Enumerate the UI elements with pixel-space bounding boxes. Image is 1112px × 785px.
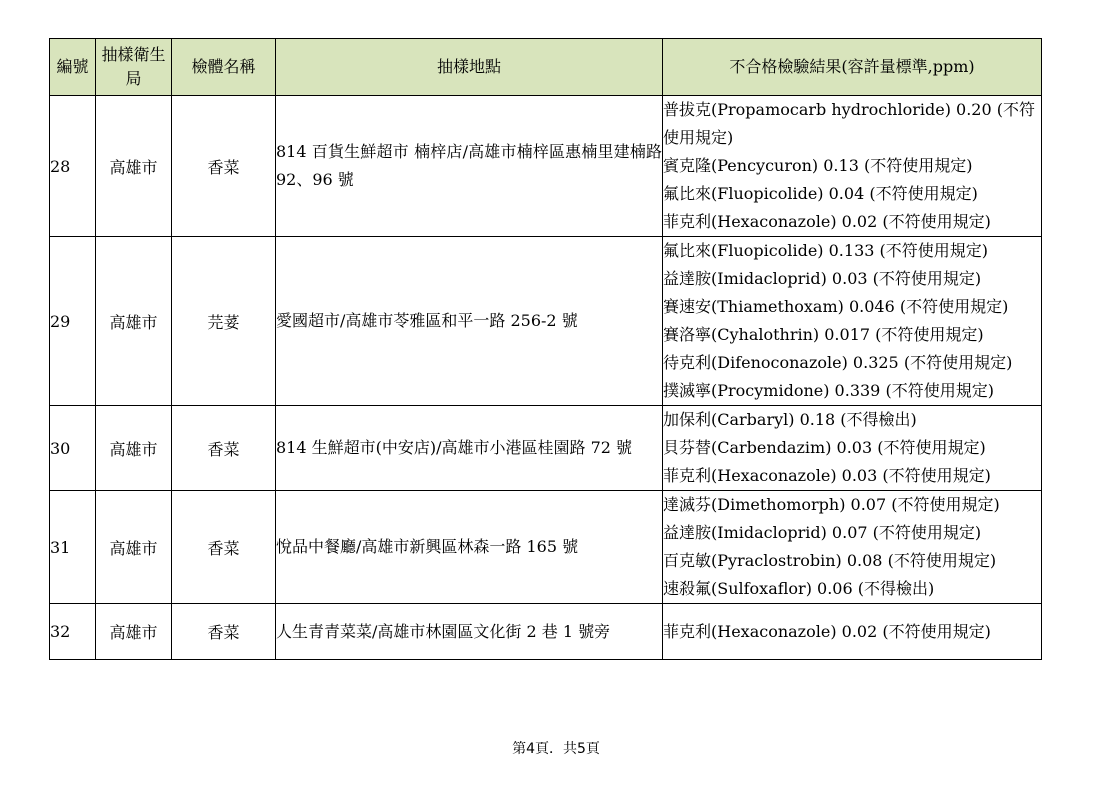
results-table [49,38,1042,660]
result-line: 氟比來(Fluopicolide) 0.04 (不符使用規定) [663,184,978,203]
row-num: 31 [50,491,96,604]
row-num: 28 [50,96,96,237]
row-sample: 香菜 [172,604,276,660]
row-results [663,604,1042,660]
table-row [50,237,1042,406]
result-line: 待克利(Difenoconazole) 0.325 (不符使用規定) [663,353,1013,372]
result-line: 賓克隆(Pencycuron) 0.13 (不符使用規定) [663,156,973,175]
result-line: 貝芬替(Carbendazim) 0.03 (不符使用規定) [663,438,986,457]
table-header-row [50,39,1042,96]
result-line: 百克敏(Pyraclostrobin) 0.08 (不符使用規定) [663,551,997,570]
row-agency: 高雄市 [96,237,172,406]
row-location: 814 生鮮超市(中安店)/高雄市小港區桂園路 72 號 [276,406,663,491]
row-sample: 香菜 [172,491,276,604]
result-line: 菲克利(Hexaconazole) 0.02 (不符使用規定) [663,212,991,231]
row-location: 人生青青菜菜/高雄市林園區文化街 2 巷 1 號旁 [276,604,663,660]
page-number: 第4頁．共5頁 [512,741,600,757]
result-line: 速殺氟(Sulfoxaflor) 0.06 (不得檢出) [663,579,935,598]
row-sample: 香菜 [172,96,276,237]
row-location: 814 百貨生鮮超市 楠梓店/高雄市楠梓區惠楠里建楠路 92、96 號 [276,96,663,237]
table-row [50,96,1042,237]
row-agency: 高雄市 [96,604,172,660]
row-agency: 高雄市 [96,491,172,604]
row-agency: 高雄市 [96,96,172,237]
row-results [663,406,1042,491]
row-results [663,237,1042,406]
result-line: 達滅芬(Dimethomorph) 0.07 (不符使用規定) [663,495,1000,514]
result-line: 菲克利(Hexaconazole) 0.02 (不符使用規定) [663,621,991,641]
header-agency: 抽樣衛生局 [96,39,172,96]
row-location: 愛國超市/高雄市苓雅區和平一路 256-2 號 [276,237,663,406]
table-row [50,491,1042,604]
result-line: 加保利(Carbaryl) 0.18 (不得檢出) [663,410,917,429]
header-location: 抽樣地點 [276,39,663,96]
row-num: 30 [50,406,96,491]
result-line: 賽洛寧(Cyhalothrin) 0.017 (不符使用規定) [663,325,984,344]
row-num: 32 [50,604,96,660]
result-line: 撲滅寧(Procymidone) 0.339 (不符使用規定) [663,381,994,400]
table-row [50,604,1042,660]
row-sample: 香菜 [172,406,276,491]
row-location: 悅品中餐廳/高雄市新興區林森一路 165 號 [276,491,663,604]
table-row [50,406,1042,491]
result-line: 菲克利(Hexaconazole) 0.03 (不符使用規定) [663,466,991,485]
row-results [663,491,1042,604]
header-result: 不合格檢驗結果(容許量標準,ppm) [663,39,1042,96]
result-line: 益達胺(Imidacloprid) 0.03 (不符使用規定) [663,269,982,288]
result-line: 益達胺(Imidacloprid) 0.07 (不符使用規定) [663,523,982,542]
header-sample: 檢體名稱 [172,39,276,96]
header-num: 編號 [50,39,96,96]
row-sample: 芫荽 [172,237,276,406]
row-agency: 高雄市 [96,406,172,491]
row-results [663,96,1042,237]
row-num: 29 [50,237,96,406]
result-line: 賽速安(Thiamethoxam) 0.046 (不符使用規定) [663,297,1009,316]
result-line: 氟比來(Fluopicolide) 0.133 (不符使用規定) [663,241,989,260]
result-line: 普拔克(Propamocarb hydrochloride) 0.20 (不符使用規定) [663,100,1035,147]
